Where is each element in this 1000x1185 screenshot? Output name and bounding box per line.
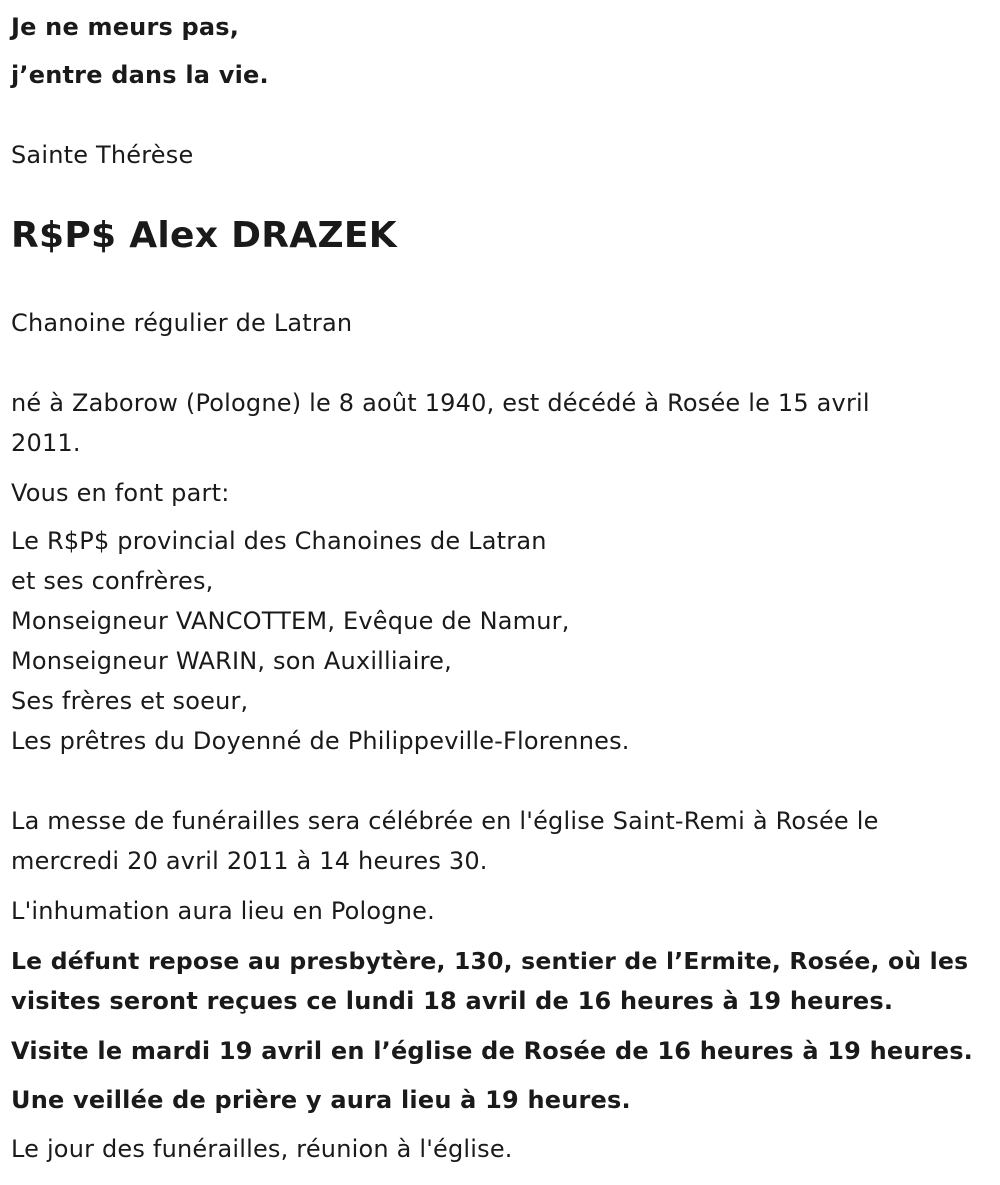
deceased-role: Chanoine régulier de Latran — [11, 309, 353, 337]
deceased-name: R$P$ Alex DRAZEK — [11, 215, 397, 256]
closing-info: Le jour des funérailles, réunion à l'église. — [11, 1135, 513, 1163]
church-visit-info: Visite le mardi 19 avril en l’église de Rosée de 16 heures à 19 heures. — [11, 1037, 974, 1065]
burial-info: L'inhumation aura lieu en Pologne. — [11, 897, 435, 925]
rest-info-line-1: Le défunt repose au presbytère, 130, sentier de l’Ermite, Rosée, où les — [11, 947, 969, 975]
birth-death-line-2: 2011. — [11, 429, 81, 457]
announcer-line: Monseigneur WARIN, son Auxilliaire, — [11, 647, 452, 675]
funeral-mass-line-1: La messe de funérailles sera célébrée en l'église Saint-Remi à Rosée le — [11, 807, 879, 835]
epigraph-line-1: Je ne meurs pas, — [11, 13, 240, 41]
announcer-line: Ses frères et soeur, — [11, 687, 249, 715]
funeral-mass-line-2: mercredi 20 avril 2011 à 14 heures 30. — [11, 847, 488, 875]
epigraph-line-2: j’entre dans la vie. — [11, 61, 269, 89]
epigraph-author: Sainte Thérèse — [11, 141, 194, 169]
vigil-info: Une veillée de prière y aura lieu à 19 heures. — [11, 1086, 631, 1114]
announcer-line: Monseigneur VANCOTTEM, Evêque de Namur, — [11, 607, 570, 635]
announcer-line: Le R$P$ provincial des Chanoines de Latran — [11, 527, 547, 555]
rest-info-line-2: visites seront reçues ce lundi 18 avril de 16 heures à 19 heures. — [11, 987, 894, 1015]
announcer-line: Les prêtres du Doyenné de Philippeville-Florennes. — [11, 727, 630, 755]
announcers-intro: Vous en font part: — [11, 479, 230, 507]
announcer-line: et ses confrères, — [11, 567, 214, 595]
birth-death-line-1: né à Zaborow (Pologne) le 8 août 1940, est décédé à Rosée le 15 avril — [11, 389, 870, 417]
